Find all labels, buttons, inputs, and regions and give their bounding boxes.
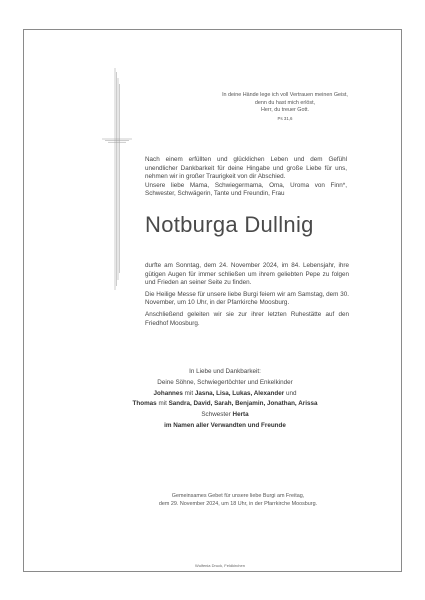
intro-text [145, 156, 347, 199]
grandchildren-thomas: Sandra, David, Sarah, Benjamin, Jonathan, Arissa [168, 400, 318, 408]
grandchildren-johannes: Jasna, Lisa, Lukas, Alexander [194, 389, 285, 397]
intro-paragraph-1: Nach einem erfüllten und glücklichen Leben und dem Gefühl unendlicher Dankbarkeit für deine Hingabe und große Liebe für uns, nehmen wir in großer Traurigkeit von dir Abschied. [145, 156, 347, 181]
body-paragraph-2: Die Heilige Messe für unsere liebe Burgi feiern wir am Samstag, dem 30. November, um 10 Uhr, in der Pfarrkirche Moosburg. [145, 290, 349, 307]
sister-name: Herta [232, 411, 249, 419]
psalm-line-3: Herr, du treuer Gott. [261, 107, 309, 114]
body-text [145, 262, 349, 331]
family-line-3: Thomas mit Sandra, David, Sarah, Benjamin, Jonathan, Arissa [132, 400, 318, 408]
family-line-4: Schwester Herta [201, 411, 249, 419]
body-paragraph-1: durfte am Sonntag, dem 24. November 2024, im 84. Lebensjahr, ihre gütigen Augen für immer schließen um ihrem geliebten Pepe zu folgen und Frieden an seiner Seite zu finden. [145, 262, 349, 287]
psalm-line-1: In deine Hände lege ich voll Vertrauen meinen Geist, [222, 92, 348, 98]
prayer-line-1: Gemeinsames Gebet für unsere liebe Burgi am Freitag, [171, 493, 305, 499]
deceased-name: Notburga Dullnig [145, 212, 314, 237]
family-line-2: Johannes mit Jasna, Lisa, Lukas, Alexander und [153, 389, 297, 397]
son-name-johannes: Johannes [153, 389, 183, 397]
family-line-1: Deine Söhne, Schwiegertöchter und Enkelkinder [157, 378, 293, 386]
family-heading: In Liebe und Dankbarkeit: [189, 368, 261, 375]
son-name-thomas: Thomas [132, 400, 157, 408]
cross-icon [102, 68, 132, 290]
intro-paragraph-2: Unsere liebe Mama, Schwiegermama, Oma, Uroma von Finn*, Schwester, Schwägerin, Tante und Freundin, Frau [145, 181, 347, 198]
psalm-quote [210, 92, 360, 122]
family-line-5: im Namen aller Verwandten und Freunde [164, 421, 286, 429]
psalm-line-2: denn du hast mich erlöst, [254, 99, 316, 106]
body-paragraph-3: Anschließend geleiten wir sie zur ihrer letzten Ruhestätte auf den Friedhof Moosburg. [145, 310, 349, 327]
printer-credit: Wulfenia Druck, Feldkirchen [195, 563, 245, 568]
family-section [100, 367, 350, 432]
psalm-reference: Ps 31,6 [277, 115, 293, 121]
prayer-notice [120, 492, 356, 508]
prayer-line-2: dem 29. November 2024, um 18 Uhr, in der Pfarrkirche Moosburg. [158, 501, 318, 507]
